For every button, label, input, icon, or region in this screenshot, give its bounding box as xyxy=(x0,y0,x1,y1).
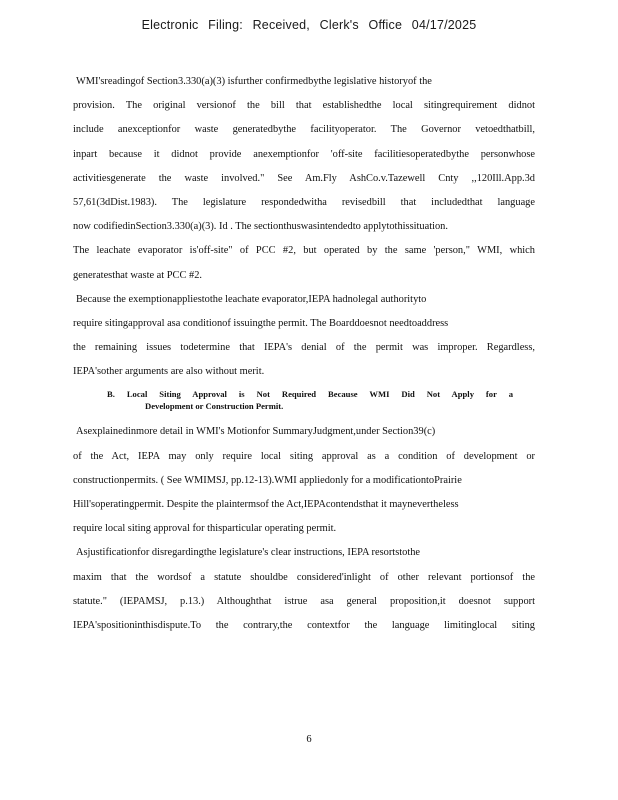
text-line: require sitingapproval asa conditionof issuingthe permit. The Boarddoesnot needtoaddress xyxy=(73,317,449,329)
text-line: statute." (IEPAMSJ, p.13.) Althoughthat istrue asa general proposition,it doesnot support xyxy=(73,595,535,607)
text-line: now codifiedinSection3.330(a)(3). Id . The sectionthuswasintendedto applytothissituation. xyxy=(73,221,448,233)
filing-stamp-header: Electronic Filing: Received, Clerk's Office 04/17/2025 xyxy=(141,18,477,32)
text-line: the remaining issues todetermine that IEPA's denial of the permit was improper. Regardless, xyxy=(73,342,535,354)
paragraph-group xyxy=(73,70,535,384)
section-heading-line-1: B. Local Siting Approval is Not Required Because WMI Did Not Apply for a xyxy=(107,389,513,400)
text-line: require local siting approval for thisparticular operating permit. xyxy=(73,523,337,535)
text-line: Hill'soperatingpermit. Despite the plaintermsof the Act,IEPAcontendsthat it maynevertheless xyxy=(73,499,459,510)
text-line: maxim that the wordsof a statute shouldbe considered'inlight of other relevant portionsof the xyxy=(73,571,535,583)
section-heading xyxy=(73,388,535,412)
document-body xyxy=(73,70,535,638)
text-line: Asexplainedinmore detail in WMI's Motionfor SummaryJudgment,under Section39(c) xyxy=(76,426,436,438)
paragraph xyxy=(73,420,535,541)
text-line: IEPA'sother arguments are also without merit. xyxy=(73,366,265,378)
text-line: Asjustificationfor disregardingthe legislature's clear instructions, IEPA resortstothe xyxy=(76,547,421,559)
text-line: inpart because it didnot provide anexemptionfor 'off-site facilitiesoperatedbythe personwhose xyxy=(73,148,535,160)
text-line: IEPA'spositioninthisdispute.To the contrary,the contextfor the language limitinglocal siting xyxy=(73,619,535,631)
text-line: constructionpermits. ( See WMIMSJ, pp.12-13).WMI appliedonly for a modificationtoPrairie xyxy=(73,474,462,486)
text-line: generatesthat waste at PCC #2. xyxy=(73,269,202,281)
text-line: include anexceptionfor waste generatedbythe facilityoperator. The Governor vetoedthatbill, xyxy=(73,124,535,136)
text-line: Because the exemptionappliestothe leachate evaporator,IEPA hadnolegal authorityto xyxy=(76,293,427,305)
page-number: 6 xyxy=(306,734,312,745)
paragraph xyxy=(73,288,535,385)
text-line: provision. The original versionof the bill that establishedthe local sitingrequirement didnot xyxy=(73,100,535,112)
paragraph xyxy=(73,541,535,638)
text-line: WMI'sreadingof Section3.330(a)(3) isfurther confirmedbythe legislative historyof the xyxy=(76,76,432,87)
text-line: activitiesgenerate the waste involved." See Am.Fly AshCo.v.Tazewell Cnty ,,120Ill.App.3d xyxy=(73,172,535,184)
text-line: of the Act, IEPA may only require local siting approval as a condition of development or xyxy=(73,450,535,462)
section-heading-line-2: Development or Construction Permit. xyxy=(145,401,284,412)
text-line: 57,61(3dDist.1983). The legislature respondedwitha revisedbill that includedthat language xyxy=(73,196,535,208)
paragraph-group xyxy=(73,420,535,638)
paragraph xyxy=(73,70,535,288)
text-line: The leachate evaporator is'off-site" of PCC #2, but operated by the same 'person," WMI, which xyxy=(73,245,535,257)
